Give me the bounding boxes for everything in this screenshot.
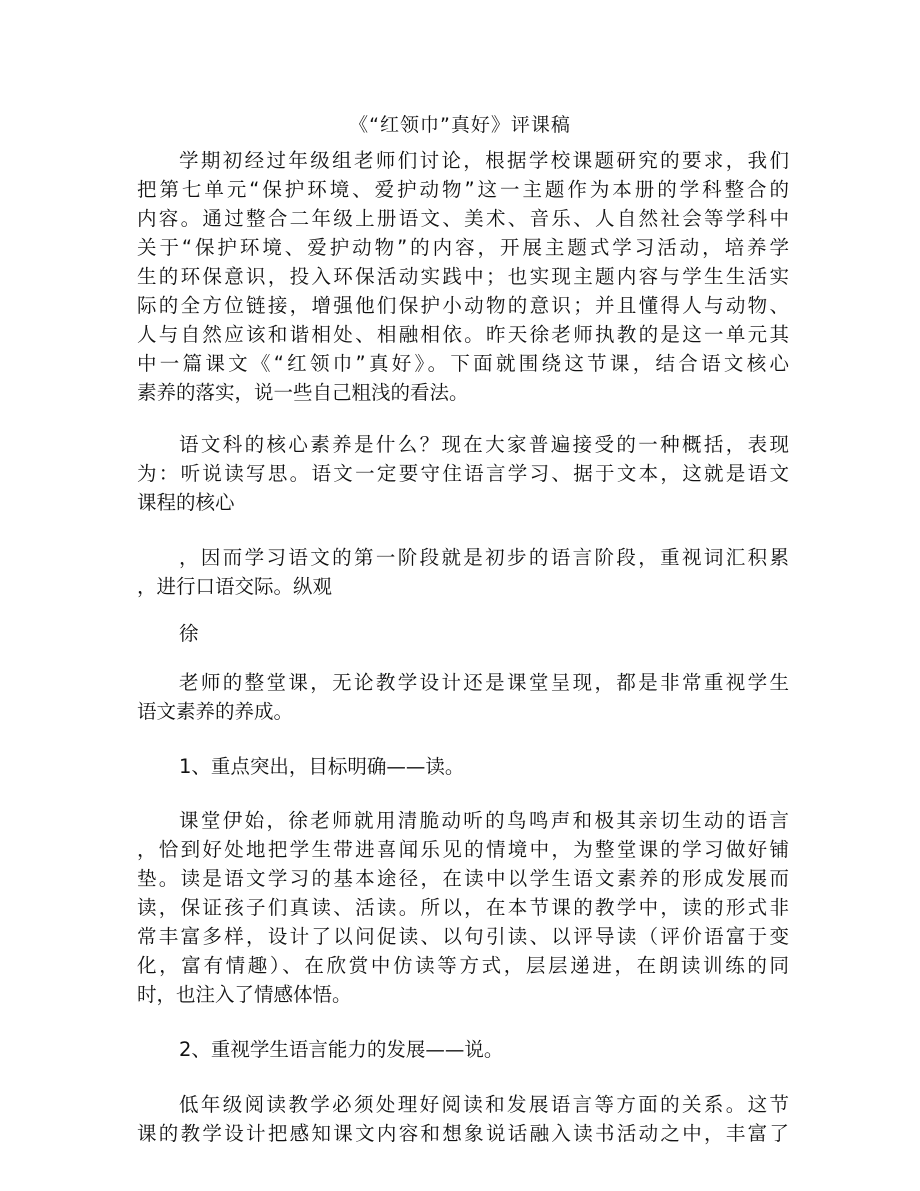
text-line: 课的教学设计把感知课文内容和想象说话融入读书活动之中，丰富了 — [137, 1122, 789, 1145]
text-line: 际的全方位链接，增强他们保护小动物的意识；并且懂得人与动物、 — [137, 294, 789, 317]
text-line: 1、重点突出，目标明确——读。 — [179, 755, 465, 778]
text-line: 生的环保意识，投入环保活动实践中；也实现主题内容与学生生活实 — [137, 265, 789, 288]
text-line: 语文科的核心素养是什么？现在大家普遍接受的一种概括，表现 — [179, 433, 789, 456]
text-line: ，恰到好处地把学生带进喜闻乐见的情境中，为整堂课的学习做好铺 — [137, 838, 789, 861]
paragraph — [137, 146, 789, 407]
text-line: 老师的整堂课，无论教学设计还是课堂呈现，都是非常重视学生 — [179, 671, 789, 694]
paragraph — [137, 668, 789, 726]
text-line: 素养的落实，说一些自己粗浅的看法。 — [137, 381, 469, 404]
document-title: 《“红领巾”真好》评课稿 — [349, 114, 571, 136]
text-line: ，进行口语交际。纵观 — [137, 575, 333, 598]
text-line: 为：听说读写思。语文一定要守住语言学习、据于文本，这就是语文 — [137, 462, 789, 485]
paragraph — [137, 1090, 789, 1148]
paragraph — [137, 1035, 789, 1064]
text-line: 化，富有情趣）、在欣赏中仿读等方式，层层递进，在朗读训练的同 — [137, 954, 789, 977]
text-line: 内容。通过整合二年级上册语文、美术、音乐、人自然社会等学科中 — [137, 207, 789, 230]
text-line: 语文素养的养成。 — [137, 700, 294, 723]
text-line: ，因而学习语文的第一阶段就是初步的语言阶段，重视词汇积累 — [179, 546, 789, 569]
text-line: 低年级阅读教学必须处理好阅读和发展语言等方面的关系。这节 — [179, 1093, 789, 1116]
text-line: 时，也注入了情感体悟。 — [137, 983, 352, 1006]
paragraph — [137, 752, 789, 781]
text-line: 把第七单元“保护环境、爱护动物”这一主题作为本册的学科整合的 — [137, 178, 789, 201]
text-line: 徐 — [179, 622, 199, 645]
text-line: 常丰富多样，设计了以问促读、以句引读、以评导读（评价语富于变 — [137, 925, 789, 948]
paragraph — [137, 543, 789, 601]
text-line: 2、重视学生语言能力的发展——说。 — [179, 1038, 504, 1061]
text-line: 课程的核心 — [137, 491, 235, 514]
text-line: 人与自然应该和谐相处、相融相依。昨天徐老师执教的是这一单元其 — [137, 323, 789, 346]
text-line: 中一篇课文《“红领巾”真好》。下面就围绕这节课，结合语文核心 — [137, 352, 789, 375]
paragraph — [137, 619, 789, 648]
text-line: 课堂伊始，徐老师就用清脆动听的鸟鸣声和极其亲切生动的语言 — [179, 809, 789, 832]
text-line: 垫。读是语文学习的基本途径，在读中以学生语文素养的形成发展而 — [137, 867, 789, 890]
text-line: 读，保证孩子们真读、活读。所以，在本节课的教学中，读的形式非 — [137, 896, 789, 919]
text-line: 关于“保护环境、爱护动物”的内容，开展主题式学习活动，培养学 — [137, 236, 789, 259]
text-line: 学期初经过年级组老师们讨论，根据学校课题研究的要求，我们 — [179, 149, 789, 172]
paragraph — [137, 430, 789, 517]
paragraph — [137, 806, 789, 1009]
